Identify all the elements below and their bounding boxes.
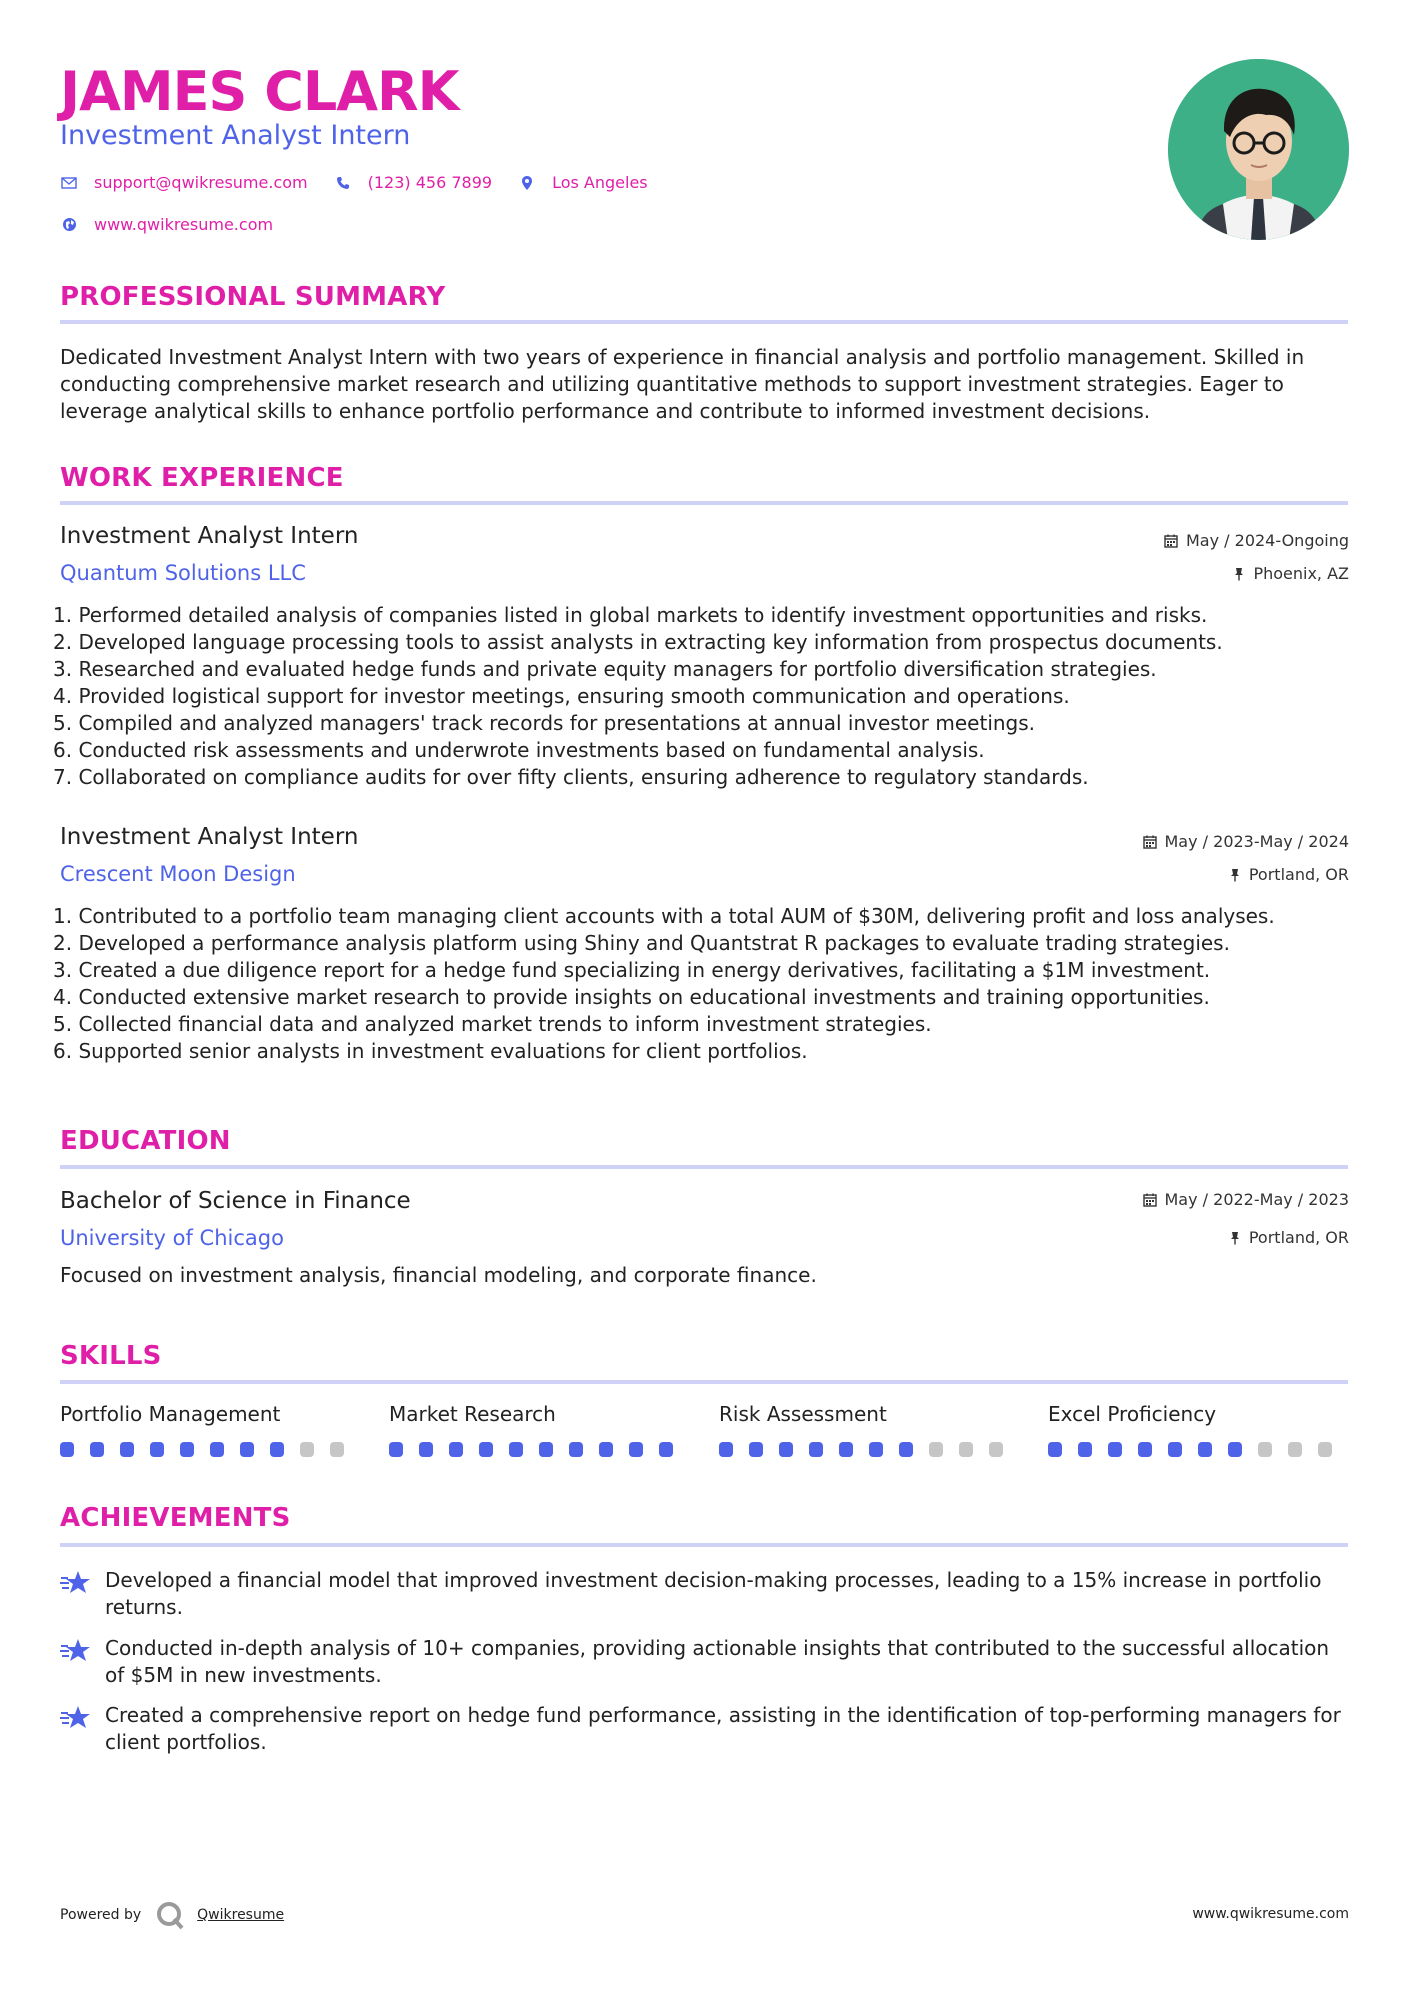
list-item: 4. Provided logistical support for investor meetings, ensuring smooth communication and operations. bbox=[53, 684, 1070, 708]
skill-dot-filled bbox=[90, 1442, 104, 1457]
skill-dot-filled bbox=[479, 1442, 493, 1457]
skill-dot-filled bbox=[1108, 1442, 1122, 1457]
skill-dot-empty bbox=[1288, 1442, 1302, 1457]
list-item: 3. Researched and evaluated hedge funds and private equity managers for portfolio diversification strategies. bbox=[53, 657, 1157, 681]
job-title: Investment Analyst Intern bbox=[60, 824, 359, 850]
list-item: 6. Supported senior analysts in investment evaluations for client portfolios. bbox=[53, 1039, 808, 1063]
list-item: 5. Compiled and analyzed managers' track records for presentations at annual investor meetings. bbox=[53, 711, 1036, 735]
list-item: 4. Conducted extensive market research to provide insights on educational investments and training opportunities. bbox=[53, 985, 1210, 1009]
skill-dot-filled bbox=[749, 1442, 763, 1457]
skill-name: Risk Assessment bbox=[719, 1402, 887, 1426]
job-dates bbox=[1164, 531, 1349, 550]
education-location-text: Portland, OR bbox=[1248, 1228, 1349, 1247]
job-dates bbox=[1143, 832, 1350, 851]
education-description: Focused on investment analysis, financial modeling, and corporate finance. bbox=[60, 1263, 817, 1287]
skill-dot-filled bbox=[569, 1442, 583, 1457]
skill-dot-filled bbox=[1048, 1442, 1062, 1457]
summary-text: Dedicated Investment Analyst Intern with two years of experience in financial analysis and portfolio management. Skilled in conducting comprehensive market research and utilizing quantitative methods to support investment strategies. Eager to leverage analytical skills to enhance portfolio performance and contribute to informed investment decisions. bbox=[60, 345, 1305, 423]
skill-name: Portfolio Management bbox=[60, 1402, 281, 1426]
skills-heading: SKILLS bbox=[60, 1341, 162, 1371]
skill-dot-empty bbox=[1318, 1442, 1332, 1457]
experience-heading: WORK EXPERIENCE bbox=[60, 463, 344, 493]
location-pin-icon bbox=[518, 174, 536, 192]
skill-rating bbox=[60, 1442, 360, 1457]
job-location-text: Phoenix, AZ bbox=[1253, 564, 1349, 583]
website-row bbox=[60, 215, 299, 234]
list-item: 3. Created a due diligence report for a hedge fund specializing in energy derivatives, facilitating a $1M investment. bbox=[53, 958, 1211, 982]
education-heading: EDUCATION bbox=[60, 1126, 231, 1156]
list-item: 1. Performed detailed analysis of companies listed in global markets to identify investment opportunities and risks. bbox=[53, 603, 1208, 627]
section-divider bbox=[60, 1543, 1348, 1547]
job-location bbox=[1229, 865, 1349, 884]
skill-dot-empty bbox=[330, 1442, 344, 1457]
skill-dot-filled bbox=[389, 1442, 403, 1457]
candidate-name: JAMES CLARK bbox=[60, 60, 459, 123]
skill-rating bbox=[389, 1442, 689, 1457]
skill-dot-filled bbox=[1078, 1442, 1092, 1457]
profile-photo bbox=[1168, 59, 1349, 240]
skill-dot-filled bbox=[779, 1442, 793, 1457]
list-item: 7. Collaborated on compliance audits for over fifty clients, ensuring adherence to regulatory standards. bbox=[53, 765, 1089, 789]
skill-dot-filled bbox=[60, 1442, 74, 1457]
skill-dot-filled bbox=[240, 1442, 254, 1457]
education-location bbox=[1229, 1228, 1349, 1247]
skill-dot-filled bbox=[1198, 1442, 1212, 1457]
job-bullets bbox=[53, 903, 1353, 1065]
skill-dot-filled bbox=[839, 1442, 853, 1457]
skill-item bbox=[60, 1402, 360, 1457]
shooting-star-icon bbox=[60, 1569, 92, 1597]
skill-dot-filled bbox=[869, 1442, 883, 1457]
skill-dot-filled bbox=[180, 1442, 194, 1457]
skill-dot-filled bbox=[1138, 1442, 1152, 1457]
skill-rating bbox=[1048, 1442, 1348, 1457]
qwikresume-logo-icon bbox=[155, 1900, 185, 1930]
skill-dot-empty bbox=[300, 1442, 314, 1457]
skill-dot-filled bbox=[449, 1442, 463, 1457]
job-location-text: Portland, OR bbox=[1248, 865, 1349, 884]
brand-link[interactable]: Qwikresume bbox=[197, 1907, 285, 1923]
skill-dot-filled bbox=[150, 1442, 164, 1457]
achievement-item bbox=[60, 1635, 1350, 1689]
list-item: 2. Developed language processing tools to assist analysts in extracting key information from prospectus documents. bbox=[53, 630, 1223, 654]
skill-item bbox=[719, 1402, 1019, 1457]
skill-rating bbox=[719, 1442, 1019, 1457]
section-divider bbox=[60, 1380, 1348, 1384]
candidate-title: Investment Analyst Intern bbox=[60, 120, 411, 151]
education-dates-text: May / 2022-May / 2023 bbox=[1164, 1190, 1349, 1209]
section-divider bbox=[60, 1165, 1348, 1169]
achievements-heading: ACHIEVEMENTS bbox=[60, 1503, 291, 1533]
school-name[interactable]: University of Chicago bbox=[60, 1226, 284, 1250]
skill-dot-empty bbox=[959, 1442, 973, 1457]
contact-row bbox=[60, 173, 674, 192]
section-divider bbox=[60, 501, 1348, 505]
skill-item bbox=[389, 1402, 689, 1457]
skill-dot-filled bbox=[539, 1442, 553, 1457]
skill-dot-empty bbox=[929, 1442, 943, 1457]
job-title: Investment Analyst Intern bbox=[60, 523, 359, 549]
list-item: 1. Contributed to a portfolio team managing client accounts with a total AUM of $30M, delivering profit and loss analyses. bbox=[53, 904, 1275, 928]
skill-dot-filled bbox=[629, 1442, 643, 1457]
skill-dot-filled bbox=[809, 1442, 823, 1457]
pushpin-icon bbox=[1229, 868, 1241, 882]
skill-dot-filled bbox=[719, 1442, 733, 1457]
skill-dot-filled bbox=[270, 1442, 284, 1457]
email-link[interactable]: support@qwikresume.com bbox=[94, 173, 308, 192]
footer-powered-by bbox=[60, 1900, 284, 1930]
skill-dot-filled bbox=[120, 1442, 134, 1457]
skill-dot-filled bbox=[1228, 1442, 1242, 1457]
pushpin-icon bbox=[1233, 567, 1245, 581]
shooting-star-icon bbox=[60, 1704, 92, 1732]
calendar-icon bbox=[1164, 534, 1178, 548]
location-text: Los Angeles bbox=[552, 173, 648, 192]
phone-number[interactable]: (123) 456 7899 bbox=[367, 173, 493, 192]
skill-dot-empty bbox=[1258, 1442, 1272, 1457]
job-location bbox=[1233, 564, 1349, 583]
phone-icon bbox=[334, 174, 352, 192]
achievement-item bbox=[60, 1567, 1350, 1621]
achievement-text: Developed a financial model that improved investment decision-making processes, leading to a 15% increase in portfolio returns. bbox=[105, 1568, 1322, 1619]
skill-dot-filled bbox=[659, 1442, 673, 1457]
achievement-text: Created a comprehensive report on hedge fund performance, assisting in the identification of top-performing managers for client portfolios. bbox=[105, 1703, 1341, 1754]
job-dates-text: May / 2024-Ongoing bbox=[1186, 531, 1349, 550]
company-name[interactable]: Quantum Solutions LLC bbox=[60, 561, 306, 585]
job-dates-text: May / 2023-May / 2024 bbox=[1164, 832, 1349, 851]
education-dates bbox=[1143, 1190, 1350, 1209]
calendar-icon bbox=[1143, 835, 1157, 849]
company-name[interactable]: Crescent Moon Design bbox=[60, 862, 296, 886]
envelope-icon bbox=[60, 174, 78, 192]
achievement-item bbox=[60, 1702, 1350, 1756]
skill-dot-empty bbox=[989, 1442, 1003, 1457]
summary-heading: PROFESSIONAL SUMMARY bbox=[60, 282, 446, 312]
footer-url[interactable]: www.qwikresume.com bbox=[1192, 1906, 1349, 1922]
job-bullets bbox=[53, 602, 1353, 791]
calendar-icon bbox=[1143, 1193, 1157, 1207]
skill-dot-filled bbox=[509, 1442, 523, 1457]
achievement-text: Conducted in-depth analysis of 10+ companies, providing actionable insights that contributed to the successful allocation of $5M in new investments. bbox=[105, 1636, 1330, 1687]
website-link[interactable]: www.qwikresume.com bbox=[94, 215, 274, 234]
list-item: 2. Developed a performance analysis platform using Shiny and Quantstrat R packages to evaluate trading strategies. bbox=[53, 931, 1230, 955]
skill-dot-filled bbox=[899, 1442, 913, 1457]
skill-dot-filled bbox=[419, 1442, 433, 1457]
skill-item bbox=[1048, 1402, 1348, 1457]
skill-dot-filled bbox=[210, 1442, 224, 1457]
skill-name: Market Research bbox=[389, 1402, 556, 1426]
skill-dot-filled bbox=[599, 1442, 613, 1457]
pushpin-icon bbox=[1229, 1231, 1241, 1245]
degree-title: Bachelor of Science in Finance bbox=[60, 1188, 411, 1214]
skill-dot-filled bbox=[1168, 1442, 1182, 1457]
list-item: 5. Collected financial data and analyzed market trends to inform investment strategies. bbox=[53, 1012, 932, 1036]
skill-name: Excel Proficiency bbox=[1048, 1402, 1217, 1426]
powered-by-label: Powered by bbox=[60, 1907, 142, 1923]
shooting-star-icon bbox=[60, 1637, 92, 1665]
globe-icon bbox=[60, 216, 78, 234]
list-item: 6. Conducted risk assessments and underwrote investments based on fundamental analysis. bbox=[53, 738, 985, 762]
section-divider bbox=[60, 320, 1348, 324]
